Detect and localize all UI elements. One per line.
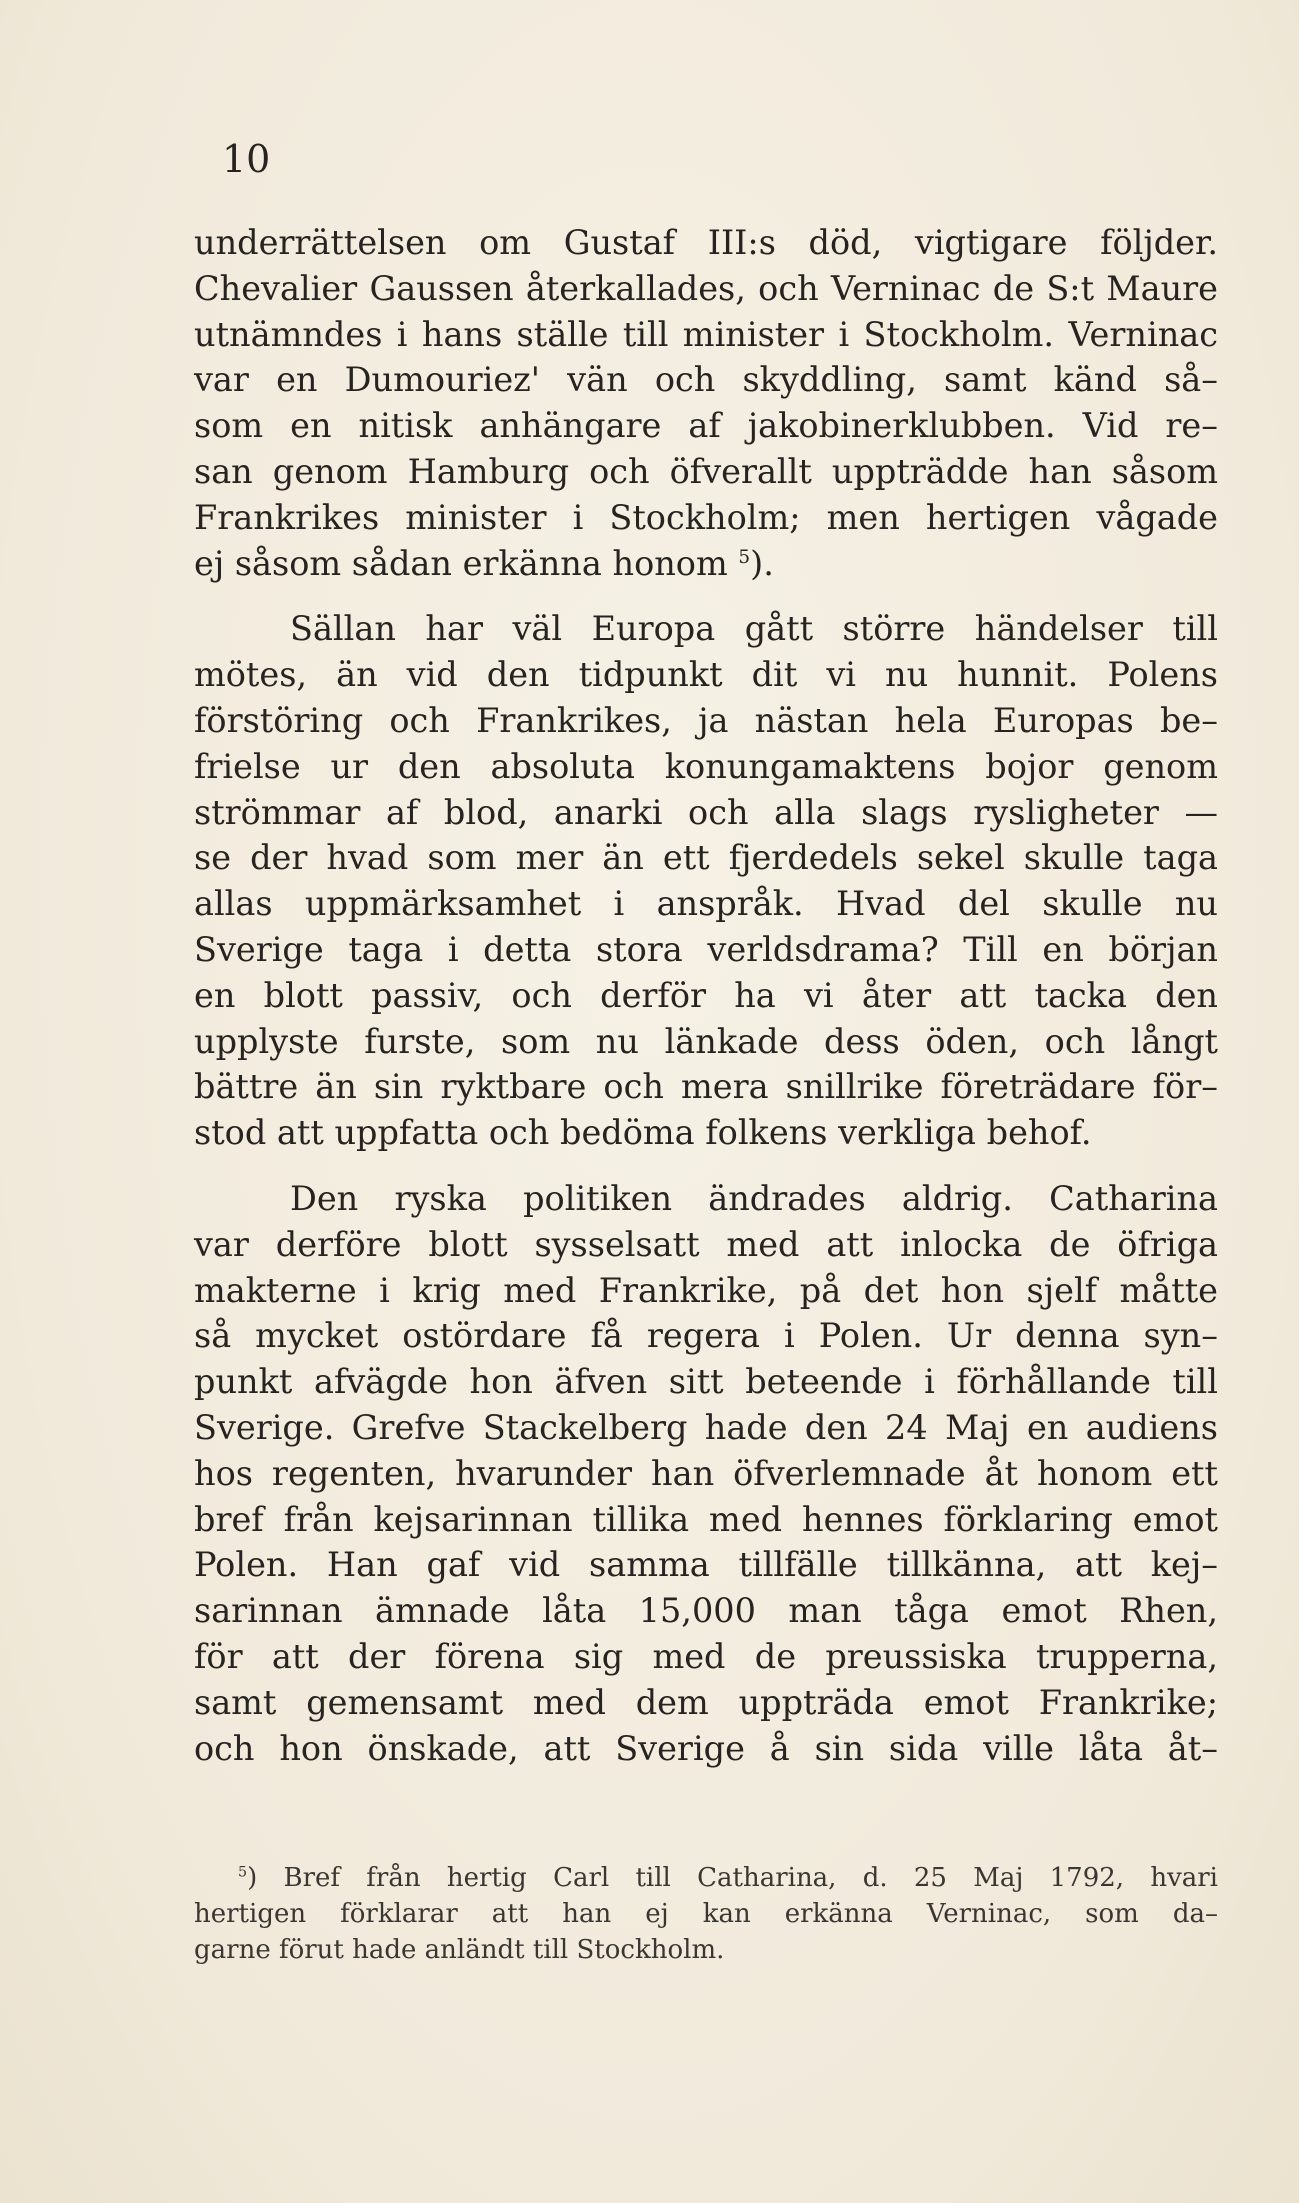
page-number: 10 bbox=[222, 137, 271, 181]
text-line: var en Dumouriez' vän och skyddling, samt känd så– bbox=[194, 360, 1218, 400]
text-line: som en nitisk anhängare af jakobinerklubben. Vid re– bbox=[194, 406, 1218, 446]
text-line: hos regenten, hvarunder han öfverlemnade åt honom ett bbox=[194, 1453, 1218, 1493]
footnote-line: hertigen förklarar att han ej kan erkänna Verninac, som da– bbox=[194, 1899, 1218, 1929]
text-line: stod att uppfatta och bedöma folkens verkliga behof. bbox=[194, 1113, 1092, 1153]
text-line: var derföre blott sysselsatt med att inlocka de öfriga bbox=[194, 1224, 1218, 1264]
text-line: san genom Hamburg och öfverallt uppträdde han såsom bbox=[194, 451, 1218, 491]
footnote bbox=[194, 1860, 1218, 1968]
text-line: Sverige. Grefve Stackelberg hade den 24 Maj en audiens bbox=[194, 1407, 1218, 1447]
text-line: Chevalier Gaussen återkallades, och Verninac de S:t Maure bbox=[194, 268, 1218, 308]
text-line: bättre än sin ryktbare och mera snillrike företrädare för– bbox=[194, 1067, 1218, 1107]
text-line: allas uppmärksamhet i anspråk. Hvad del skulle nu bbox=[194, 884, 1218, 924]
text-line: Polen. Han gaf vid samma tillfälle tillkänna, att kej– bbox=[194, 1545, 1218, 1585]
text-line: strömmar af blod, anarki och alla slags rysligheter — bbox=[194, 792, 1218, 832]
text-line: mötes, än vid den tidpunkt dit vi nu hunnit. Polens bbox=[194, 655, 1218, 695]
footnote-line bbox=[194, 1860, 1218, 1896]
footnote-line: garne förut hade anländt till Stockholm. bbox=[194, 1935, 725, 1965]
text-line: en blott passiv, och derför ha vi åter att tacka den bbox=[194, 975, 1218, 1015]
text-line: upplyste furste, som nu länkade dess öden, och långt bbox=[194, 1021, 1218, 1061]
text-line: utnämndes i hans ställe till minister i Stockholm. Verninac bbox=[194, 314, 1218, 354]
text-fragment: ej såsom sådan erkänna honom bbox=[194, 543, 728, 583]
text-line: Den ryska politiken ändrades aldrig. Catharina bbox=[290, 1178, 1218, 1218]
footnote-reference[interactable]: 5 bbox=[738, 546, 751, 568]
text-line: förstöring och Frankrikes, ja nästan hela Europas be– bbox=[194, 700, 1218, 740]
text-fragment: ) Bref från hertig Carl till Catharina, d. 25 Maj 1792, hvari bbox=[247, 1863, 1218, 1893]
text-line: bref från kejsarinnan tillika med hennes förklaring emot bbox=[194, 1499, 1218, 1539]
text-line: punkt afvägde hon äfven sitt beteende i förhållande till bbox=[194, 1362, 1218, 1402]
text-line: samt gemensamt med dem uppträda emot Frankrike; bbox=[194, 1682, 1218, 1722]
text-line bbox=[194, 541, 1218, 587]
text-line: frielse ur den absoluta konungamaktens bojor genom bbox=[194, 746, 1218, 786]
text-line: Sällan har väl Europa gått större händelser till bbox=[290, 609, 1218, 649]
text-line: sarinnan ämnade låta 15,000 man tåga emot Rhen, bbox=[194, 1591, 1218, 1631]
body-text bbox=[194, 220, 1218, 1771]
text-line: för att der förena sig med de preussiska trupperna, bbox=[194, 1636, 1218, 1676]
text-line: se der hvad som mer än ett fjerdedels sekel skulle taga bbox=[194, 838, 1218, 878]
text-line: Frankrikes minister i Stockholm; men hertigen vågade bbox=[194, 497, 1218, 537]
footnote-number: 5 bbox=[238, 1864, 248, 1881]
text-line: och hon önskade, att Sverige å sin sida ville låta åt– bbox=[194, 1728, 1218, 1768]
paragraph-3 bbox=[194, 1176, 1218, 1771]
text-fragment: ). bbox=[750, 543, 774, 583]
text-line: underrättelsen om Gustaf III:s död, vigtigare följder. bbox=[194, 223, 1218, 262]
text-line: makterne i krig med Frankrike, på det hon sjelf måtte bbox=[194, 1270, 1218, 1310]
paragraph-1 bbox=[194, 220, 1218, 586]
paragraph-2 bbox=[194, 606, 1218, 1156]
text-line: Sverige taga i detta stora verldsdrama? Till en början bbox=[194, 929, 1218, 969]
text-line: så mycket ostördare få regera i Polen. Ur denna syn– bbox=[194, 1316, 1218, 1356]
